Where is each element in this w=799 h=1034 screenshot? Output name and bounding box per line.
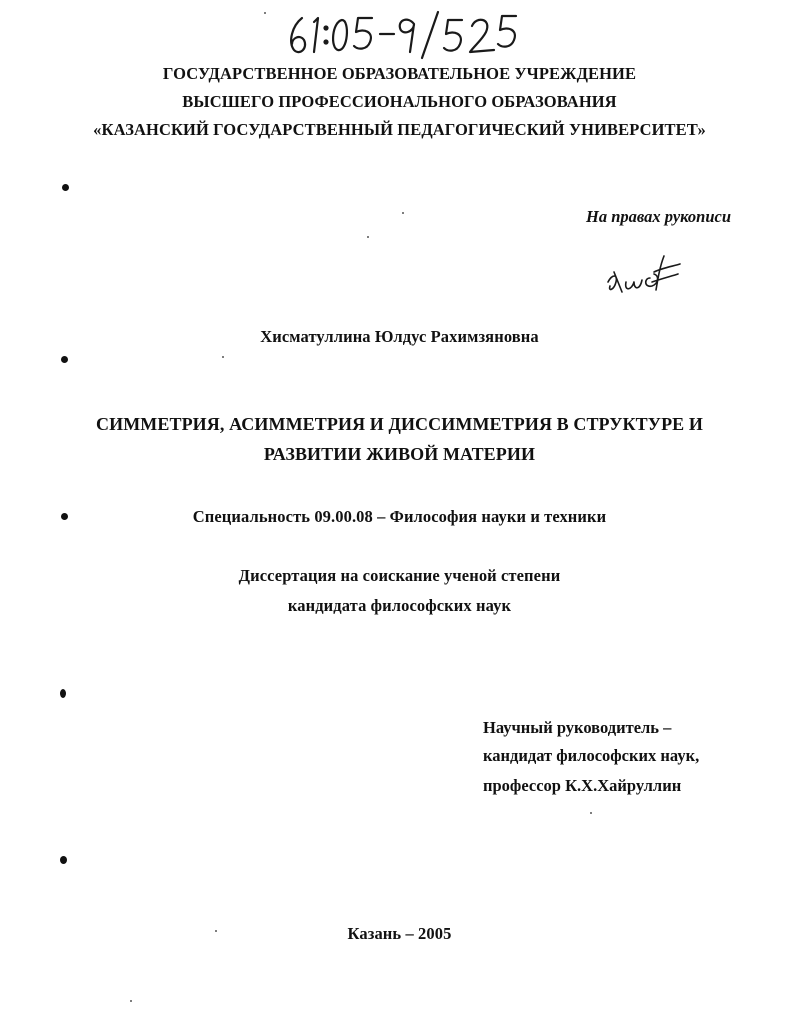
dissertation-title-line-1: СИММЕТРИЯ, АСИММЕТРИЯ И ДИССИММЕТРИЯ В СТРУКТУРЕ И bbox=[96, 414, 703, 434]
scan-speck bbox=[590, 812, 592, 814]
scan-speck bbox=[402, 212, 404, 214]
advisor-line-2: кандидат философских наук, bbox=[483, 746, 700, 765]
city-year: Казань – 2005 bbox=[347, 924, 452, 943]
scan-speck bbox=[130, 1000, 132, 1002]
punch-hole-mark bbox=[61, 513, 68, 520]
handwritten-archive-number bbox=[282, 4, 542, 60]
punch-hole-mark bbox=[60, 856, 67, 864]
author-name: Хисматуллина Юлдус Рахимзяновна bbox=[260, 327, 539, 346]
degree-line-2: кандидата философских наук bbox=[287, 596, 512, 615]
degree-line-1: Диссертация на соискание ученой степени bbox=[238, 566, 561, 585]
specialty: Специальность 09.00.08 – Философия науки и техники bbox=[192, 507, 607, 526]
scan-speck bbox=[264, 12, 266, 14]
punch-hole-mark bbox=[62, 184, 69, 191]
institution-line-3: «КАЗАНСКИЙ ГОСУДАРСТВЕННЫЙ ПЕДАГОГИЧЕСКИЙ УНИВЕРСИТЕТ» bbox=[93, 120, 706, 139]
author-signature bbox=[604, 252, 684, 298]
advisor-line-1: Научный руководитель – bbox=[483, 718, 672, 737]
advisor-line-3: профессор К.Х.Хайруллин bbox=[483, 776, 682, 795]
institution-line-2: ВЫСШЕГО ПРОФЕССИОНАЛЬНОГО ОБРАЗОВАНИЯ bbox=[182, 92, 617, 111]
scan-speck bbox=[367, 236, 369, 238]
scan-speck bbox=[222, 356, 224, 358]
punch-hole-mark bbox=[61, 356, 68, 363]
punch-hole-mark bbox=[60, 689, 66, 698]
rights-note: На правах рукописи bbox=[586, 207, 731, 226]
dissertation-title-line-2: РАЗВИТИИ ЖИВОЙ МАТЕРИИ bbox=[263, 444, 536, 464]
scan-speck bbox=[215, 930, 217, 932]
institution-line-1: ГОСУДАРСТВЕННОЕ ОБРАЗОВАТЕЛЬНОЕ УЧРЕЖДЕНИЕ bbox=[162, 64, 637, 83]
